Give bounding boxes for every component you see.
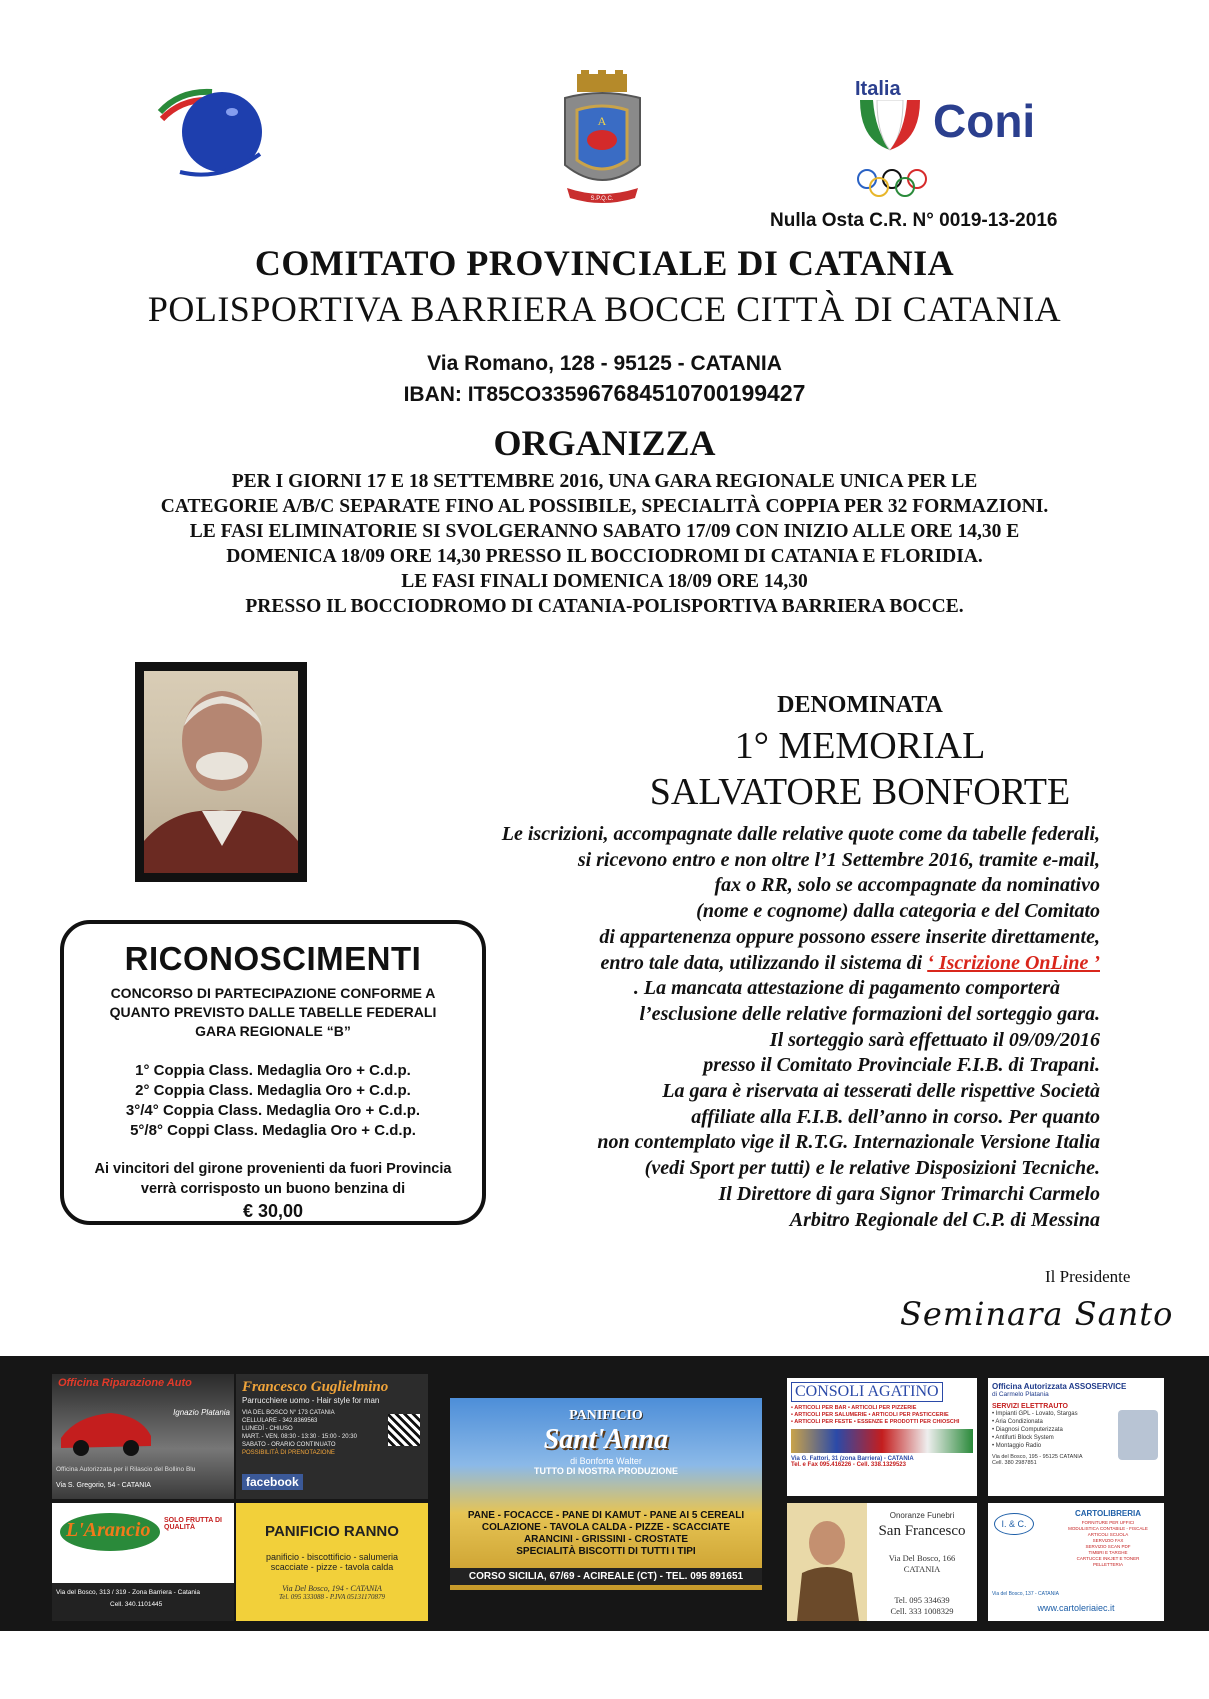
saint-portrait-icon <box>787 1503 867 1621</box>
rule-line: Le iscrizioni, accompagnate dalle relative quote come da tabelle federali, <box>501 823 1100 845</box>
sponsor-sanfrancesco-title: San Francesco <box>878 1523 966 1539</box>
coni-logo <box>855 78 1055 203</box>
sponsor-ranno-phone: Tel. 095 333088 - P.IVA 05131170879 <box>279 1593 385 1601</box>
rule-line: l’esclusione delle relative formazioni del sorteggio gara. <box>639 1002 1100 1025</box>
sponsor-ranno-line1: panificio - biscottificio - salumeria <box>265 1552 399 1562</box>
sponsor-assoservice-service: • Montaggio Radio <box>992 1443 1042 1449</box>
rule-line: La gara è riservata ai tesserati delle rispettive Società <box>662 1080 1100 1103</box>
rule-link-prefix: entro tale data, utilizzando il sistema di <box>600 951 928 974</box>
facebook-icon: facebook <box>242 1474 303 1490</box>
sponsor-consoli-line: • ARTICOLI PER BAR • ARTICOLI PER PIZZERIE <box>791 1405 917 1411</box>
sponsor-assoservice <box>988 1378 1164 1496</box>
sponsor-francesco-booking: POSSIBILITÀ DI PRENOTAZIONE <box>242 1450 335 1456</box>
awards-subtitle-line: CONCORSO DI PARTECIPAZIONE CONFORME A <box>110 985 436 1001</box>
sponsor-consoli <box>787 1378 977 1496</box>
sponsor-assoservice-title: Officina Autorizzata ASSOSERVICE <box>992 1382 1127 1391</box>
sponsor-francesco-hours: MART. - VEN. 08:30 - 13:30 · 15:00 - 20:30 <box>242 1434 357 1440</box>
event-description <box>80 469 1129 619</box>
sponsor-santanna-product: SPECIALITÀ BISCOTTI DI TUTTI I TIPI <box>516 1546 696 1557</box>
sponsor-santanna-name: Sant'Anna <box>543 1424 669 1455</box>
sponsor-cartolibreria-line: FORNITURE PER UFFICI <box>1081 1520 1135 1525</box>
sponsor-cartolibreria-line: ARTICOLI SCUOLA <box>1087 1532 1129 1537</box>
sponsor-cartolibreria-line: CARTUCCE INKJET E TONER <box>1076 1556 1140 1561</box>
awards-note-line: Ai vincitori del girone provenienti da fuori Provincia <box>94 1161 452 1177</box>
sponsor-francesco-saturday: SABATO - ORARIO CONTINUATO <box>242 1442 336 1448</box>
sponsor-francesco-address: VIA DEL BOSCO N° 173 CATANIA <box>242 1410 335 1416</box>
sponsor-consoli-line: • ARTICOLI PER FESTE • ESSENZE E PRODOTTI PER CHIOSCHI <box>791 1419 960 1425</box>
sponsor-cartolibreria-logo: I. & C. <box>994 1513 1034 1535</box>
event-line: LE FASI FINALI DOMENICA 18/09 ORE 14,30 <box>401 571 808 592</box>
sponsor-assoservice-phone: Cell. 380 2987851 <box>992 1460 1037 1466</box>
sponsor-francesco-subtitle: Parrucchiere uomo - Hair style for man <box>242 1396 380 1405</box>
registration-rules <box>430 822 1100 1233</box>
president-signature: Seminara Santo <box>900 1295 1174 1333</box>
awards-subtitle <box>64 984 482 1041</box>
sponsor-officina-title: Officina Riparazione Auto <box>58 1377 192 1389</box>
sponsor-assoservice-service: • Diagnosi Computerizzata <box>992 1427 1063 1433</box>
sponsor-consoli-phone: Tel. e Fax 095.416226 - Cell. 338.1329523 <box>791 1462 906 1468</box>
sponsor-consoli-title: CONSOLI AGATINO <box>791 1382 943 1402</box>
sponsor-assoservice-services-title: SERVIZI ELETTRAUTO <box>992 1403 1068 1410</box>
rule-line: (nome e cognome) dalla categoria e del Comitato <box>696 900 1100 923</box>
rule-line <box>430 951 1100 977</box>
rule-line: . La mancata attestazione di pagamento comporterà <box>633 977 1060 1000</box>
awards-subtitle-line: GARA REGIONALE “B” <box>195 1023 351 1039</box>
sponsor-officina-tagline: Officina Autorizzata per il Rilascio del Bollino Blu <box>56 1466 196 1473</box>
red-car-icon <box>56 1398 156 1458</box>
organizza-heading: ORGANIZZA <box>493 423 716 463</box>
sponsor-santanna-product: COLAZIONE - TAVOLA CALDA - PIZZE - SCACCIATE <box>481 1522 731 1533</box>
sponsor-assoservice-service: • Aria Condizionata <box>992 1419 1043 1425</box>
sponsor-cartolibreria <box>988 1503 1164 1621</box>
sponsor-arancio-sub: SOLO FRUTTA DI QUALITÀ <box>164 1517 222 1531</box>
sponsor-ranno-address: Via Del Bosco, 194 - CATANIA <box>282 1584 382 1593</box>
rule-line: Il sorteggio sarà effettuato il 09/09/2016 <box>769 1028 1100 1051</box>
sponsor-santanna-address: CORSO SICILIA, 67/69 - ACIREALE (CT) - TEL. 095 891651 <box>450 1568 762 1585</box>
sponsor-officina <box>52 1374 234 1499</box>
sponsor-sanfrancesco-city: CATANIA <box>903 1564 941 1574</box>
catania-coat-of-arms <box>555 70 650 210</box>
rule-line: fax o RR, solo se accompagnate da nominativo <box>714 874 1100 897</box>
sponsor-santanna-brand: PANIFICIO <box>569 1408 643 1423</box>
svg-text:A: A <box>597 114 607 128</box>
awards-box <box>60 920 486 1225</box>
sponsor-francesco-title: Francesco Guglielmino <box>242 1379 389 1395</box>
sponsor-assoservice-owner: di Carmelo Platania <box>992 1391 1049 1398</box>
rule-line: presso il Comitato Provinciale F.I.B. di Trapani. <box>703 1054 1100 1077</box>
award-item: 3°/4° Coppia Class. Medaglia Oro + C.d.p. <box>125 1102 421 1119</box>
club-address: Via Romano, 128 - 95125 - CATANIA <box>427 352 782 375</box>
rule-line: Il Direttore di gara Signor Trimarchi Carmelo <box>718 1182 1100 1205</box>
coni-label-top: Italia <box>855 78 901 100</box>
sponsor-cartolibreria-address: Via del Bosco, 137 - CATANIA <box>992 1591 1059 1597</box>
event-line: CATEGORIE A/B/C SEPARATE FINO AL POSSIBILE, SPECIALITÀ COPPIA PER 32 FORMAZIONI. <box>160 496 1049 517</box>
committee-title: COMITATO PROVINCIALE DI CATANIA <box>254 243 955 283</box>
sponsor-arancio <box>52 1503 234 1621</box>
sponsor-ranno-line2: scacciate - pizze - tavola calda <box>270 1562 394 1572</box>
battery-icon <box>1118 1410 1158 1460</box>
sponsor-francesco-closed: LUNEDÌ - CHIUSO <box>242 1426 293 1432</box>
sponsor-cartolibreria-line: MODULISTICA CONTABILE - FISCALE <box>1068 1526 1148 1531</box>
sponsor-sanfrancesco-address: Via Del Bosco, 166 <box>888 1553 956 1563</box>
club-title: POLISPORTIVA BARRIERA BOCCE CITTÀ DI CATANIA <box>147 289 1062 329</box>
sponsor-ranno <box>236 1503 428 1621</box>
sponsor-santanna-product: ARANCINI - GRISSINI - CROSTATE <box>523 1534 689 1545</box>
sponsor-assoservice-service: • Antifurti Block System <box>992 1435 1054 1441</box>
qr-code-icon <box>388 1414 420 1446</box>
sponsor-cartolibreria-line: PELLETTERIA <box>1092 1562 1123 1567</box>
awards-note-line: verrà corrisposto un buono benzina di <box>140 1181 406 1197</box>
sponsor-consoli-address: Via G. Fattori, 31 (zona Barriera) - CATANIA <box>791 1456 914 1462</box>
city-motto: S.P.Q.C. <box>590 196 614 202</box>
sponsor-arancio-phone: Cell. 340.1101445 <box>110 1601 163 1608</box>
memorial-photo-frame <box>135 662 307 882</box>
sponsor-officina-owner: Ignazio Platania <box>173 1408 230 1417</box>
event-line: DOMENICA 18/09 ORE 14,30 PRESSO IL BOCCIODROMI DI CATANIA E FLORIDIA. <box>226 546 983 567</box>
sponsor-sanfrancesco <box>787 1503 977 1621</box>
sponsor-cartolibreria-line: SERVIZIO SCAN PDF <box>1085 1544 1131 1549</box>
award-item: 2° Coppia Class. Medaglia Oro + C.d.p. <box>135 1082 411 1099</box>
tricolor-flame-icon <box>855 100 925 152</box>
awards-note <box>64 1159 482 1199</box>
memorial-name: SALVATORE BONFORTE <box>649 771 1071 813</box>
awards-title: RICONOSCIMENTI <box>124 940 422 977</box>
sponsor-ranno-title: PANIFICIO RANNO <box>265 1523 399 1540</box>
awards-list <box>64 1061 482 1141</box>
awards-subtitle-line: QUANTO PREVISTO DALLE TABELLE FEDERALI <box>109 1004 437 1020</box>
sponsor-officina-address: Via S. Gregorio, 54 - CATANIA <box>56 1482 151 1489</box>
sponsor-francesco-phone: CELLULARE - 342.8369563 <box>242 1418 318 1424</box>
sponsor-sanfrancesco-cell: Cell. 333 1008329 <box>890 1606 954 1616</box>
sponsor-cartolibreria-web: www.cartoleriaiec.it <box>1037 1603 1115 1613</box>
products-image <box>791 1429 973 1453</box>
rule-line: si ricevono entro e non oltre l’1 Settembre 2016, tramite e-mail, <box>577 848 1100 871</box>
sponsor-cartolibreria-title: CARTOLIBRERIA <box>1074 1509 1142 1518</box>
coni-label-main: Coni <box>933 95 1036 147</box>
iscrizione-online-link[interactable]: ‘ Iscrizione OnLine ’ <box>927 951 1100 974</box>
sponsor-santanna-tagline: TUTTO DI NOSTRA PRODUZIONE <box>534 1466 678 1476</box>
award-item: 1° Coppia Class. Medaglia Oro + C.d.p. <box>135 1062 411 1079</box>
fib-logo <box>150 82 270 182</box>
sponsor-arancio-address: Via del Bosco, 313 / 319 - Zona Barriera - Catania <box>56 1589 201 1596</box>
sponsor-sanfrancesco-label: Onoranze Funebri <box>889 1511 955 1520</box>
memorial-label: DENOMINATA <box>777 692 943 718</box>
sponsor-francesco <box>236 1374 428 1499</box>
president-label: Il Presidente <box>1045 1267 1131 1286</box>
iban-label: IBAN: IT85CO3359 <box>403 383 588 406</box>
sponsor-consoli-line: • ARTICOLI PER SALUMERIE • ARTICOLI PER PASTICCERIE <box>791 1412 949 1418</box>
rule-line: di appartenenza oppure possono essere inserite direttamente, <box>599 925 1100 948</box>
memorial-photo <box>144 671 298 873</box>
sponsor-cartolibreria-line: TIMBRI E TARGHE <box>1088 1550 1128 1555</box>
sponsor-assoservice-service: • Impianti GPL - Lovato, Stargas <box>992 1411 1078 1417</box>
nulla-osta: Nulla Osta C.R. N° 0019-13-2016 <box>770 210 1058 231</box>
award-item: 5°/8° Coppi Class. Medaglia Oro + C.d.p. <box>130 1122 416 1139</box>
sponsor-cartolibreria-line: SERVIZIO FAX <box>1092 1538 1124 1543</box>
iban <box>0 380 1209 407</box>
sponsor-panificio-santanna <box>450 1398 762 1590</box>
event-line: PER I GIORNI 17 E 18 SETTEMBRE 2016, UNA GARA REGIONALE UNICA PER LE <box>231 471 978 492</box>
sponsor-santanna-product: PANE - FOCACCE - PANE DI KAMUT - PANE AI 5 CEREALI <box>467 1510 745 1521</box>
rule-line: Arbitro Regionale del C.P. di Messina <box>789 1208 1100 1231</box>
sponsor-assoservice-address: Via del Bosco, 195 - 95125 CATANIA <box>992 1454 1083 1460</box>
rule-line: affiliate alla F.I.B. dell’anno in corso. Per quanto <box>691 1105 1100 1128</box>
event-line: LE FASI ELIMINATORIE SI SVOLGERANNO SABATO 17/09 CON INIZIO ALLE ORE 14,30 E <box>189 521 1020 542</box>
sponsor-arancio-title: L'Arancio <box>66 1519 151 1541</box>
sponsor-santanna-owner: di Bonforte Walter <box>570 1456 642 1466</box>
rule-line: non contemplato vige il R.T.G. Internazionale Versione Italia <box>597 1131 1100 1154</box>
event-line: PRESSO IL BOCCIODROMO DI CATANIA-POLISPORTIVA BARRIERA BOCCE. <box>245 596 964 617</box>
awards-amount: € 30,00 <box>242 1201 304 1221</box>
iban-number: 67684510700199427 <box>587 380 806 406</box>
olympic-rings-icon <box>855 168 930 198</box>
rule-line: (vedi Sport per tutti) e le relative Disposizioni Tecniche. <box>644 1157 1100 1180</box>
sponsor-sanfrancesco-tel: Tel. 095 334639 <box>894 1595 950 1605</box>
memorial-title: 1° MEMORIAL <box>734 725 986 767</box>
